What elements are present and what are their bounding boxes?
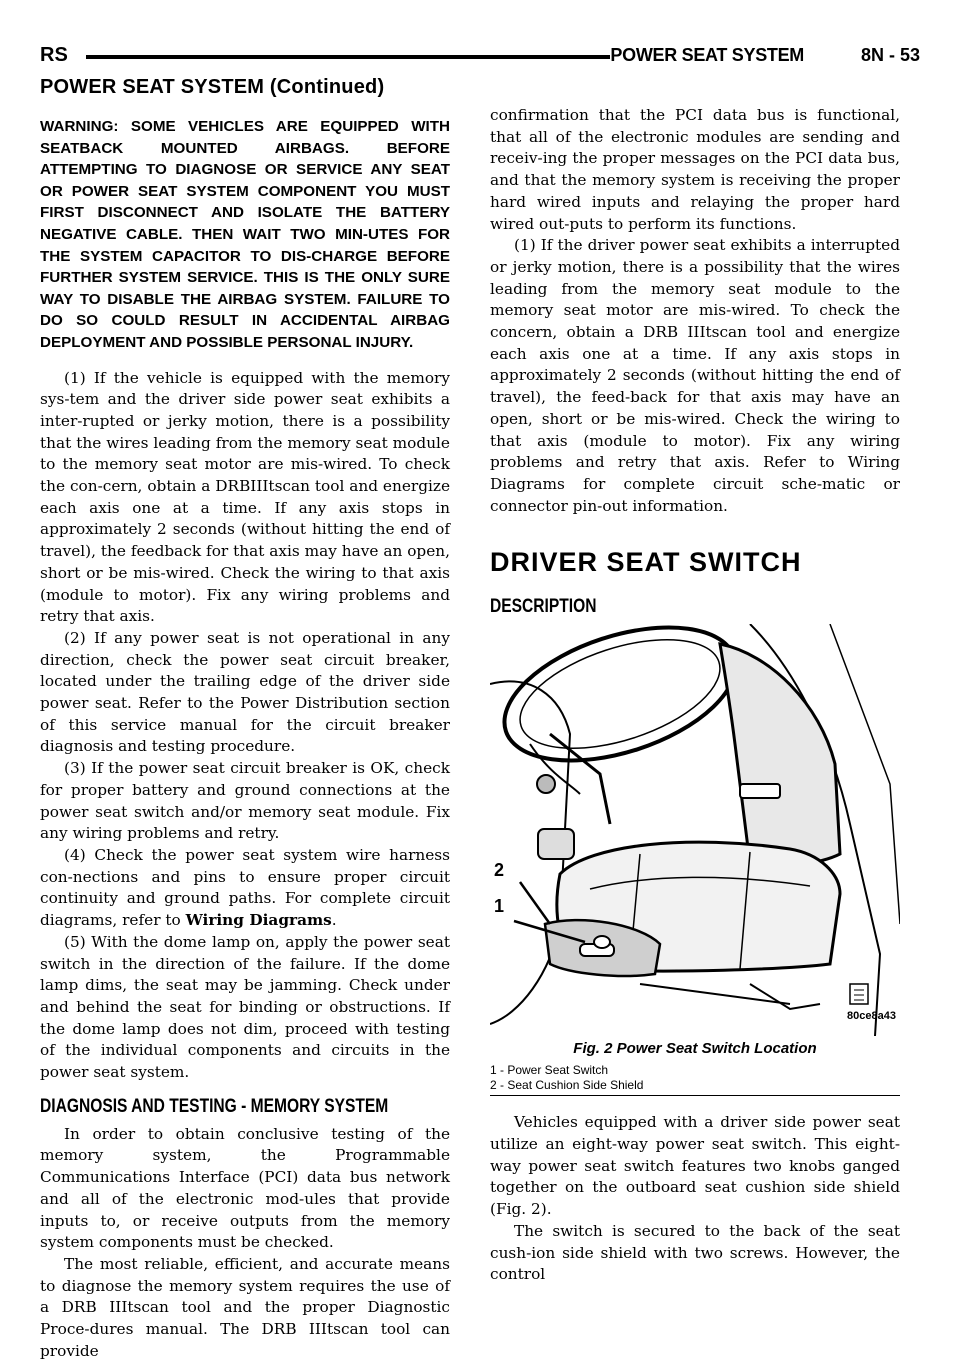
figure-legend bbox=[490, 1063, 900, 1096]
step-5: (5) With the dome lamp on, apply the power seat switch in the direction of the failure. If the dome lamp dims, the seat may be jamming. Check under and behind the seat for binding or obstructions. If the dome lamp does not dim, proceed with testing of the individual components and circuits in the power seat system. bbox=[40, 932, 450, 1082]
step-4 bbox=[40, 845, 450, 932]
image-code: 80ce8a43 bbox=[847, 1010, 896, 1023]
right-column bbox=[490, 105, 900, 1286]
header-vehicle-code: RS bbox=[40, 44, 68, 66]
driver-seat-step-1: (1) If the driver power seat exhibits a interrupted or jerky motion, there is a possibility that the wires leading from the memory seat module to the memory seat motor are mis-wired. To check the concern, obtain a DRB IIItscan tool and energize each axis one at a time. If any axis stops in approximately 2 seconds (without hitting the end of travel), the feed-back for that axis may have an open, short or be mis-wired. Check the wiring to that axis (module to motor). Fix any wiring problems and retry that axis. Refer to Wiring Diagrams for complete circuit sche-matic or connector pin-out information. bbox=[490, 236, 900, 515]
wiring-diagrams-ref: Wiring Diagrams bbox=[185, 911, 332, 930]
header-page-number: 8N - 53 bbox=[860, 45, 920, 65]
header-rule bbox=[86, 55, 610, 59]
continued-title: POWER SEAT SYSTEM (Continued) bbox=[40, 76, 385, 98]
seat-illustration bbox=[490, 624, 900, 1036]
step-3: (3) If the power seat circuit breaker is OK, check for proper battery and ground connections at the power seat switch and/or memory seat module. Fix any wiring problems and retry. bbox=[40, 759, 450, 843]
diagnosis-heading: DIAGNOSIS AND TESTING - MEMORY SYSTEM bbox=[40, 1095, 389, 1117]
callout-2: 2 bbox=[494, 860, 505, 881]
left-column bbox=[40, 116, 450, 1362]
description-paragraph-2: The switch is secured to the back of the seat cush-ion side shield with two screws. However, the control bbox=[490, 1221, 900, 1284]
diagnosis-paragraph-2: The most reliable, efficient, and accurate means to diagnose the memory system requires the use of a DRB IIItscan tool and the proper Diagnostic Proce-dures manual. The DRB IIItscan tool can provide bbox=[40, 1254, 450, 1360]
airbag-warning: WARNING: SOME VEHICLES ARE EQUIPPED WITH SEATBACK MOUNTED AIRBAGS. BEFORE ATTEMPTING TO DIAGNOSE OR SERVICE ANY SEAT OR POWER SEAT SYSTEM COMPONENT YOU MUST FIRST DISCONNECT AND ISOLATE THE BATTERY NEGATIVE CABLE. THEN WAIT TWO MIN-UTES FOR THE SYSTEM CAPACITOR TO DIS-CHARGE BEFORE FURTHER SYSTEM SERVICE. THIS IS THE ONLY SURE WAY TO DISABLE THE AIRBAG SYSTEM. FAILURE TO DO SO COULD RESULT IN ACCIDENTAL AIRBAG DEPLOYMENT AND POSSIBLE PERSONAL INJURY. bbox=[40, 118, 450, 351]
description-heading: DESCRIPTION bbox=[490, 596, 597, 618]
driver-seat-switch-heading: DRIVER SEAT SWITCH bbox=[490, 547, 802, 578]
step-4-end: . bbox=[331, 911, 337, 930]
step-2: (2) If any power seat is not operational in any direction, check the power seat circuit breaker, located under the trailing edge of the driver side power seat. Refer to the Power Distribution section of this service manual for the circuit breaker diagnosis and testing procedure. bbox=[40, 628, 450, 756]
legend-item-1: 1 - Power Seat Switch bbox=[490, 1063, 609, 1078]
page-header bbox=[40, 44, 920, 66]
diagnosis-paragraph-1: In order to obtain conclusive testing of the memory system, the Programmable Communications Interface (PCI) data bus network and all of the electronic mod-ules that provide inputs to, or receive outputs from the memory system components must be checked. bbox=[40, 1124, 450, 1252]
continued-paragraph: confirmation that the PCI data bus is functional, that all of the electronic modules are sending and receiv-ing the proper messages on the PCI data bus, and that the memory system is receiving the proper hard wired inputs and relaying the proper hard wired out-puts to perform its functions. bbox=[490, 106, 900, 233]
step-4-text: (4) Check the power seat system wire harness con-nections and pins to ensure proper circuit continuity and ground paths. For complete circuit diagrams, refer to bbox=[40, 846, 450, 930]
header-section-title: POWER SEAT SYSTEM bbox=[610, 45, 804, 65]
description-paragraph-1: Vehicles equipped with a driver side power seat utilize an eight-way power seat switch. This eight-way power seat switch features two knobs ganged together on the outboard seat cushion side shield (Fig. 2). bbox=[490, 1113, 900, 1219]
step-1: (1) If the vehicle is equipped with the memory sys-tem and the driver side power seat exhibits a inter-rupted or jerky motion, there is a possibility that the wires leading from the memory seat module to the memory seat motor are mis-wired. To check the con-cern, obtain a DRBIIItscan tool and energize each axis one at a time. If any axis stops in approximately 2 seconds (without hitting the end of travel), the feedback for that axis may have an open, short or be mis-wired. Check the wiring to that axis (module to motor). Fix any wiring problems and retry that axis. bbox=[40, 368, 450, 626]
callout-1: 1 bbox=[494, 896, 505, 917]
power-seat-switch-figure bbox=[490, 624, 900, 1036]
figure-caption: Fig. 2 Power Seat Switch Location bbox=[573, 1040, 817, 1058]
legend-item-2: 2 - Seat Cushion Side Shield bbox=[490, 1078, 644, 1093]
